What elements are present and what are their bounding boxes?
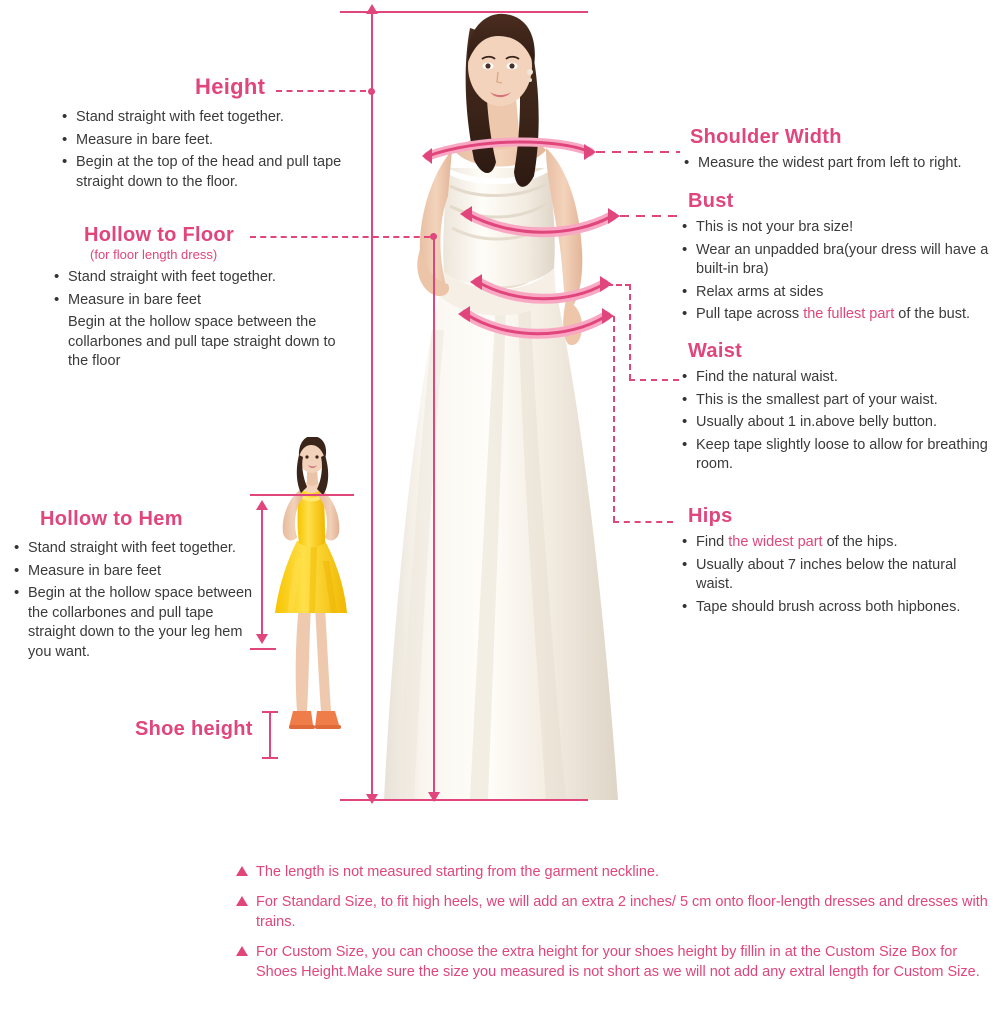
waist-item-0: • Find the natural waist. xyxy=(680,368,988,388)
bust-item-3: • Pull tape across the fullest part of the bust. xyxy=(680,305,1000,325)
hollow-to-floor-line xyxy=(433,238,435,798)
hips-connector-horizontal xyxy=(613,521,673,523)
model-photo-short-dress xyxy=(255,437,365,757)
shoe-height-bottom-tick xyxy=(262,757,278,759)
hips-title: Hips xyxy=(688,505,733,527)
height-item-0: • Stand straight with feet together. xyxy=(60,108,360,128)
waist-item-3: • Keep tape slightly loose to allow for breathing room. xyxy=(680,436,988,475)
hollow-to-hem-item-0: • Stand straight with feet together. xyxy=(12,539,262,559)
footer-note-1-text: For Standard Size, to fit high heels, we will add an extra 2 inches/ 5 cm onto floor-length dresses and dresses with trains. xyxy=(256,894,988,930)
hollow-to-floor-arrow xyxy=(428,792,440,802)
section-hollow-to-hem xyxy=(12,508,262,665)
hips-item-0: • Find the widest part of the hips. xyxy=(680,533,994,553)
shoulder-width-tape xyxy=(418,134,688,174)
footer-note-2 xyxy=(236,942,996,982)
bust-item-0: • This is not your bra size! xyxy=(680,218,1000,238)
hips-highlight: the widest part xyxy=(728,534,823,550)
footer-note-0 xyxy=(236,862,996,882)
waist-item-2: • Usually about 1 in.above belly button. xyxy=(680,413,988,433)
footer-note-2-text: For Custom Size, you can choose the extra height for your shoes height by fillin in at the Custom Size Box for Shoes Height.Make sure the size you measured is not short as we will not add any extral length for Custom Size. xyxy=(256,944,980,980)
floor-reference-line xyxy=(340,799,588,801)
height-vertical-line xyxy=(371,12,373,798)
hollow-to-hem-title: Hollow to Hem xyxy=(40,508,183,530)
warning-triangle-icon xyxy=(236,946,248,956)
height-top-reference-line xyxy=(340,11,588,13)
shoe-height-title: Shoe height xyxy=(135,718,253,740)
bust-item-2: • Relax arms at sides xyxy=(680,283,1000,303)
warning-triangle-icon xyxy=(236,896,248,906)
bust-title: Bust xyxy=(688,190,734,212)
warning-triangle-icon xyxy=(236,866,248,876)
height-item-1: • Measure in bare feet. xyxy=(60,131,360,151)
footer-note-1 xyxy=(236,892,996,932)
hollow-to-hem-top-line xyxy=(250,494,354,496)
shoe-height-line xyxy=(269,712,271,758)
waist-connector-horizontal xyxy=(629,379,679,381)
section-bust xyxy=(688,190,1000,328)
shoe-height-top-tick xyxy=(262,711,278,713)
section-waist xyxy=(688,340,988,478)
hollow-to-hem-item-2: • Begin at the hollow space between the collarbones and pull tape straight down to the your leg hem you want. xyxy=(12,584,262,662)
hollow-to-floor-item-0: • Stand straight with feet together. xyxy=(52,268,344,288)
section-hollow-to-floor xyxy=(44,224,344,375)
bust-item-1: • Wear an unpadded bra(your dress will have a built-in bra) xyxy=(680,241,1000,280)
section-hips xyxy=(688,505,994,620)
waist-item-1: • This is the smallest part of your waist. xyxy=(680,391,988,411)
height-item-2: • Begin at the top of the head and pull tape straight down to the floor. xyxy=(60,153,360,192)
hips-connector-vertical xyxy=(613,316,615,522)
bust-highlight: the fullest part xyxy=(803,306,895,322)
model-photo-long-dress xyxy=(370,0,635,810)
section-height xyxy=(60,74,360,195)
waist-connector-stub xyxy=(607,284,631,286)
hips-item-2: • Tape should brush across both hipbones. xyxy=(680,598,994,618)
hollow-to-floor-subtitle: (for floor length dress) xyxy=(90,247,218,262)
bust-tape xyxy=(452,198,692,244)
section-shoe-height xyxy=(135,718,253,741)
footer-notes xyxy=(236,862,996,992)
hollow-to-hem-item-1: • Measure in bare feet xyxy=(12,562,262,582)
height-tick-top xyxy=(368,88,375,95)
hips-item-1: • Usually about 7 inches below the natural waist. xyxy=(680,556,994,595)
waist-title: Waist xyxy=(688,340,743,362)
section-shoulder-width xyxy=(690,126,1000,177)
hollow-to-floor-item-1: • Measure in bare feet xyxy=(52,291,344,311)
hollow-to-floor-title: Hollow to Floor xyxy=(84,224,235,246)
footer-note-0-text: The length is not measured starting from the garment neckline. xyxy=(256,864,659,880)
hollow-to-floor-item-2: Begin at the hollow space between the collarbones and pull tape straight down to the floor xyxy=(68,314,336,369)
height-title: Height xyxy=(195,74,266,99)
shoulder-width-item-0: • Measure the widest part from left to right. xyxy=(682,154,1000,174)
hips-tape xyxy=(450,298,670,348)
shoulder-width-title: Shoulder Width xyxy=(690,126,842,148)
